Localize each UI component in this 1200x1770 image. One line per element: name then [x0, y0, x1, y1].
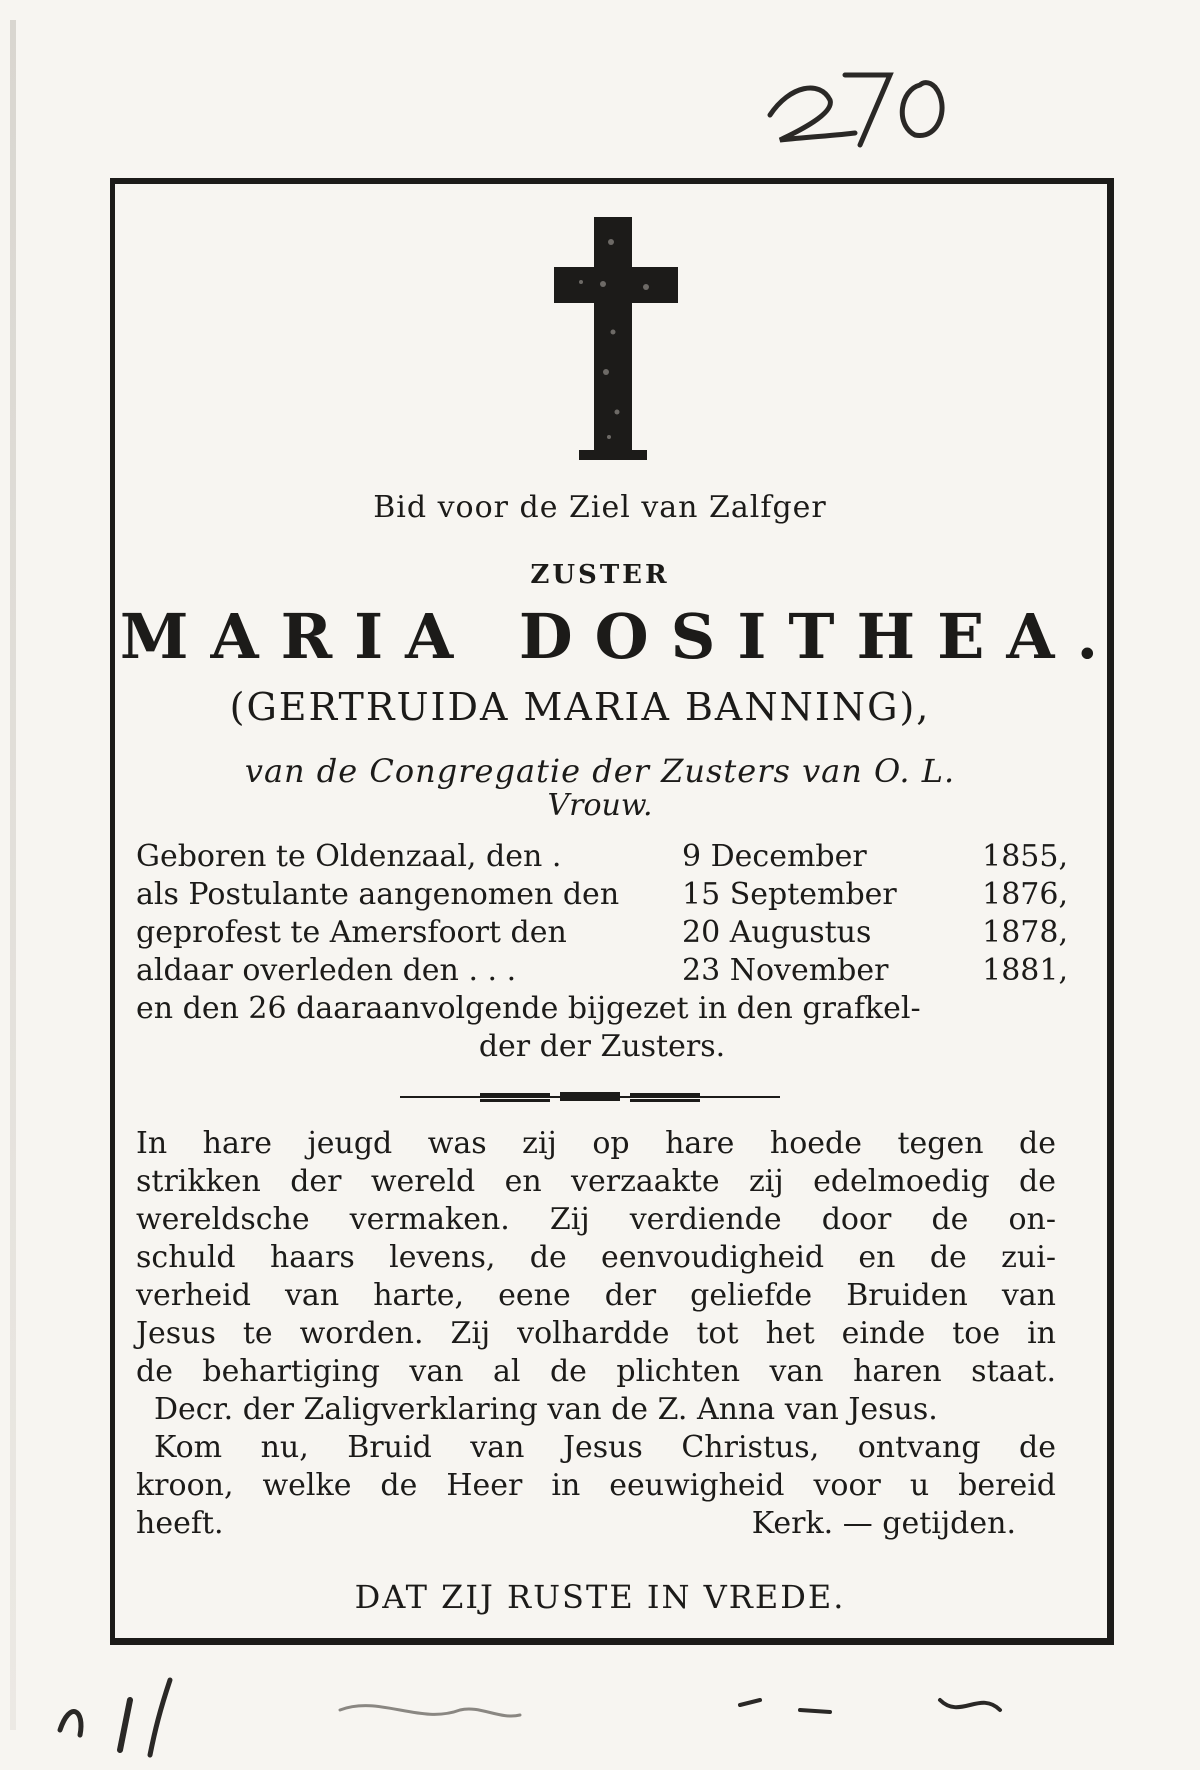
handwritten-number [750, 45, 970, 155]
text-line: verheid van harte, eene der geliefde Bruiden van [136, 1278, 1056, 1313]
burial-line-1: en den 26 daaraanvolgende bijgezet in den grafkel- [136, 991, 921, 1026]
date-year: 1881, [982, 953, 1068, 988]
quote-end: heeft. [136, 1506, 224, 1541]
text-line: strikken der wereld en verzaakte zij edelmoedig de [136, 1164, 1056, 1199]
date-day: 15 September [682, 877, 897, 912]
date-day: 20 Augustus [682, 915, 872, 950]
date-label: geprofest te Amersfoort den [136, 915, 567, 950]
burial-line-2: der der Zusters. [478, 1029, 726, 1064]
quote-line: Kom nu, Bruid van Jesus Christus, ontvang de [154, 1430, 1056, 1465]
quote-line: kroon, welke de Heer in eeuwigheid voor u bereid [136, 1468, 1056, 1503]
congregation-line-2: Vrouw. [547, 788, 653, 823]
date-dots: . . . [468, 953, 517, 988]
eulogy-text [136, 1125, 1056, 1543]
date-row [136, 952, 1068, 990]
cross-icon [551, 212, 681, 462]
civil-name: (GERTRUIDA MARIA BANNING), [229, 685, 931, 729]
quote-source-liturgy: Kerk. — getijden. [751, 1506, 1016, 1541]
quote-end-row [136, 1505, 1056, 1543]
date-label: Geboren te Oldenzaal, den [136, 839, 543, 874]
date-label: als Postulante aangenomen den [136, 877, 620, 912]
closing-rip: DAT ZIJ RUSTE IN VREDE. [354, 1578, 846, 1616]
date-year: 1855, [982, 839, 1068, 874]
text-line: In hare jeugd was zij op hare hoede tegen de [136, 1126, 1056, 1161]
quote-source-decree: Decr. der Zaligverklaring van de Z. Anna van Jesus. [154, 1392, 938, 1427]
text-line: wereldsche vermaken. Zij verdiende door de on- [136, 1202, 1056, 1237]
ornamental-divider [400, 1090, 780, 1104]
intro-line: Bid voor de Ziel van Zalfger [373, 490, 827, 525]
date-row [136, 876, 1068, 914]
date-dots: . [551, 839, 562, 874]
title-zuster: ZUSTER [530, 560, 670, 590]
text-line: Jesus te worden. Zij volhardde tot het einde toe in [136, 1316, 1056, 1351]
life-dates [136, 838, 1068, 1066]
date-label: aldaar overleden den [136, 953, 459, 988]
deceased-name: MARIA DOSITHEA. [119, 600, 1121, 673]
congregation-line-1: van de Congregatie der Zusters van O. L. [244, 752, 956, 790]
date-year: 1876, [982, 877, 1068, 912]
date-year: 1878, [982, 915, 1068, 950]
date-day: 23 November [682, 953, 889, 988]
text-line: schuld haars levens, de eenvoudigheid en de zui- [136, 1240, 1056, 1275]
date-row [136, 914, 1068, 952]
date-day: 9 December [682, 839, 867, 874]
handwritten-scribbles [40, 1640, 1160, 1760]
date-row [136, 838, 1068, 876]
text-line: de behartiging van al de plichten van haren staat. [136, 1354, 1056, 1389]
